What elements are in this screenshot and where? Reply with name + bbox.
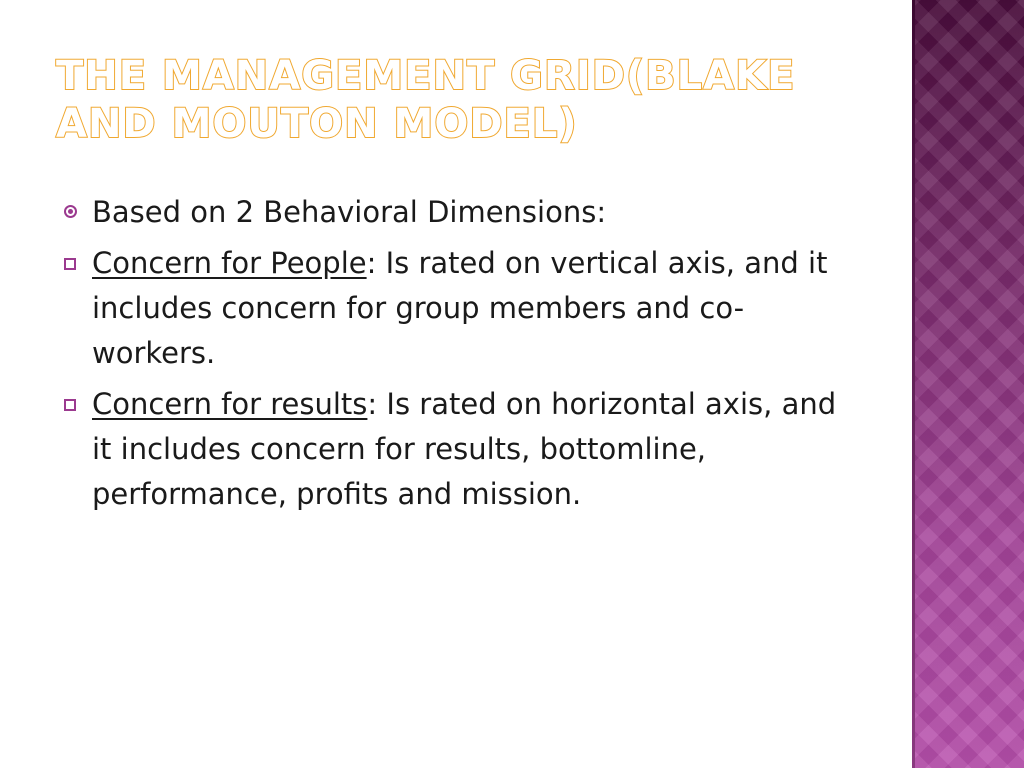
circle-bullet-icon bbox=[64, 205, 77, 218]
bullet-text: Based on 2 Behavioral Dimensions: bbox=[92, 195, 607, 229]
bullet-item-concern-people bbox=[62, 241, 852, 376]
side-band-edge bbox=[912, 0, 915, 768]
bullet-item-concern-results bbox=[62, 382, 852, 517]
slide-title: THE MANAGEMENT GRID(BLAKE AND MOUTON MODEL) bbox=[56, 53, 796, 147]
square-bullet-icon bbox=[64, 399, 76, 411]
decorative-side-band bbox=[912, 0, 1024, 768]
square-bullet-icon bbox=[64, 258, 76, 270]
bullet-text: : Is rated on horizontal axis, and it includes concern for results, bottomline, performance, profits and mission. bbox=[92, 387, 837, 511]
bullet-text: : Is rated on vertical axis, and it includes concern for group members and co-workers. bbox=[92, 246, 828, 370]
bullet-item-dimensions bbox=[62, 190, 852, 235]
bullet-term: Concern for People bbox=[92, 246, 367, 280]
bullet-term: Concern for results bbox=[92, 387, 368, 421]
bullet-list bbox=[62, 190, 852, 523]
